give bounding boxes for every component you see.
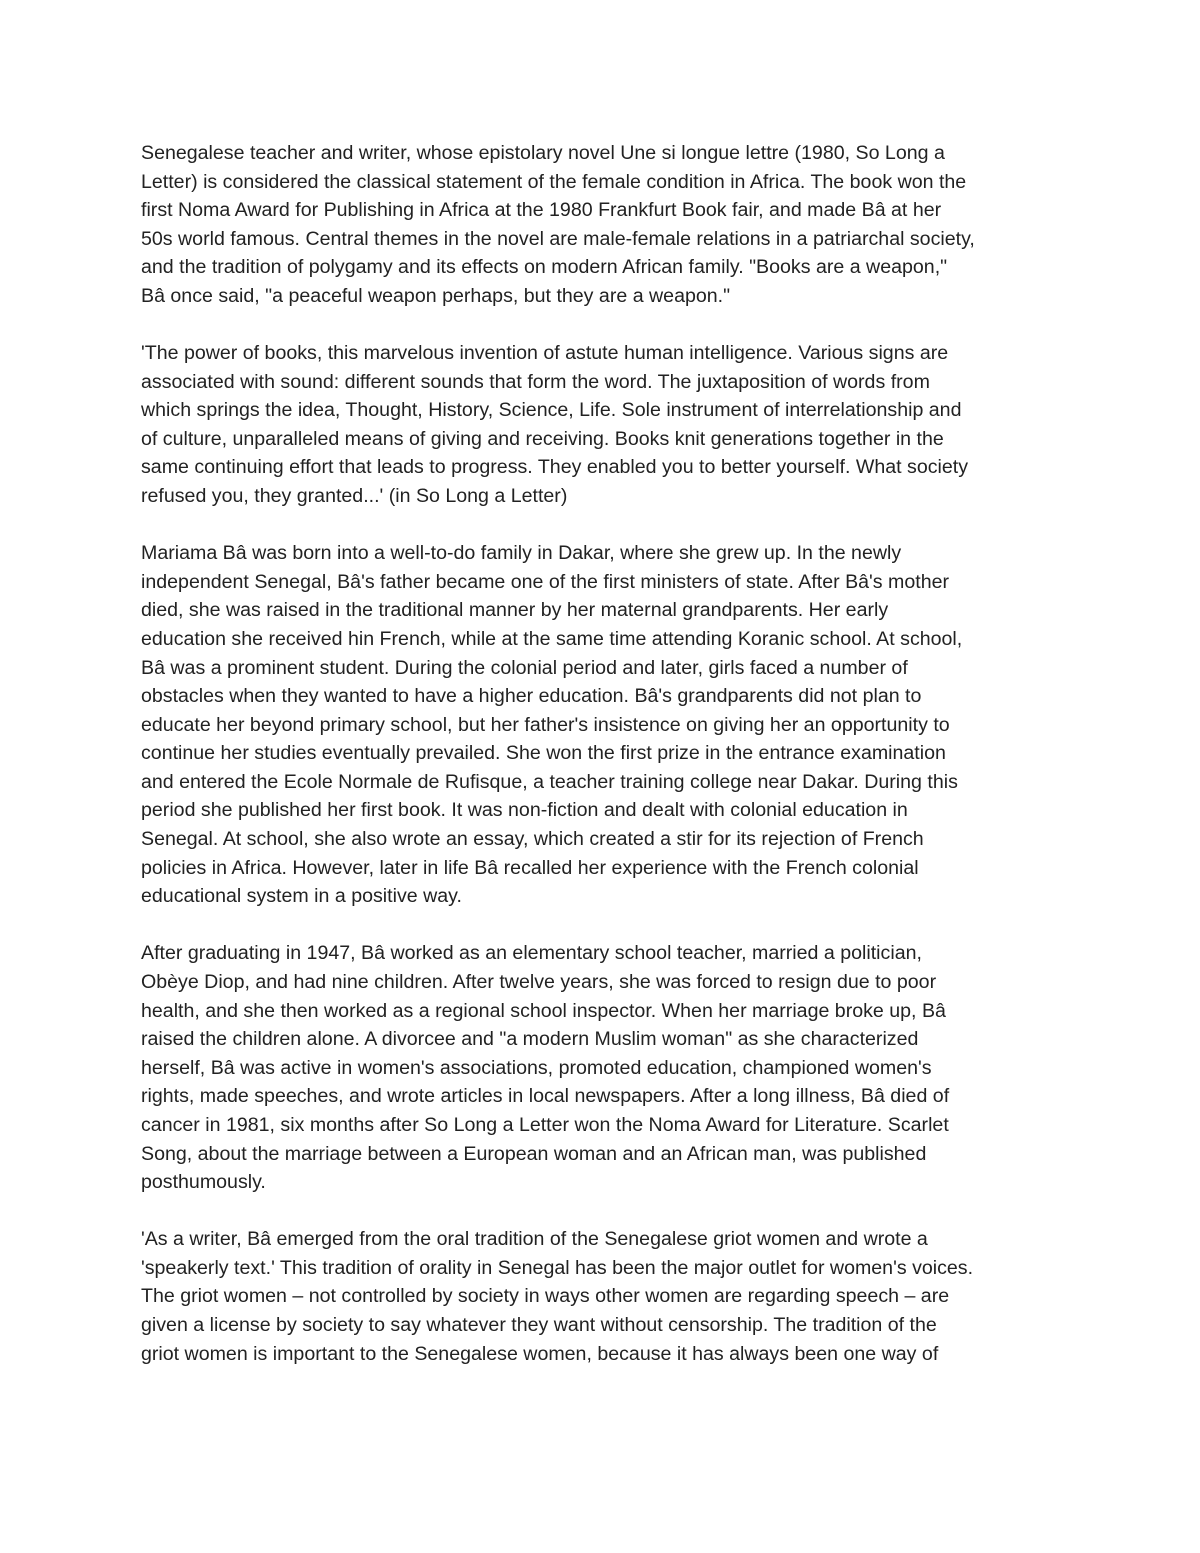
text-line: and the tradition of polygamy and its effects on modern African family. "Books are a weapon," xyxy=(141,256,948,279)
text-line: Bâ once said, "a peaceful weapon perhaps, but they are a weapon." xyxy=(141,284,731,307)
text-line: herself, Bâ was active in women's associations, promoted education, championed women's xyxy=(141,1056,932,1079)
text-line: After graduating in 1947, Bâ worked as an elementary school teacher, married a politician, xyxy=(141,942,922,965)
text-line: continue her studies eventually prevailed. She won the first prize in the entrance examination xyxy=(141,742,946,765)
text-line: posthumously. xyxy=(141,1171,266,1194)
paragraph xyxy=(141,139,1066,311)
text-line: 'The power of books, this marvelous invention of astute human intelligence. Various signs are xyxy=(141,342,949,365)
text-line: of culture, unparalleled means of giving and receiving. Books knit generations together in the xyxy=(141,427,944,450)
text-line: Obèye Diop, and had nine children. After twelve years, she was forced to resign due to poor xyxy=(141,970,937,993)
text-line: educate her beyond primary school, but her father's insistence on giving her an opportunity to xyxy=(141,713,950,736)
text-line: Letter) is considered the classical statement of the female condition in Africa. The book won the xyxy=(141,170,967,193)
paragraph xyxy=(141,1225,1066,1368)
text-line: 'As a writer, Bâ emerged from the oral tradition of the Senegalese griot women and wrote a xyxy=(141,1228,928,1251)
paragraph xyxy=(141,539,1066,911)
text-line: educational system in a positive way. xyxy=(141,885,462,908)
text-line: died, she was raised in the traditional manner by her maternal grandparents. Her early xyxy=(141,599,889,622)
text-line: raised the children alone. A divorcee and "a modern Muslim woman" as she characterized xyxy=(141,1028,919,1051)
text-line: and entered the Ecole Normale de Rufisque, a teacher training college near Dakar. During this xyxy=(141,770,958,793)
text-line: policies in Africa. However, later in life Bâ recalled her experience with the French colonial xyxy=(141,856,919,879)
paragraph xyxy=(141,339,1066,511)
text-line: refused you, they granted...' (in So Long a Letter) xyxy=(141,485,568,508)
text-line: given a license by society to say whatever they want without censorship. The tradition of the xyxy=(141,1313,937,1336)
text-line: 50s world famous. Central themes in the novel are male-female relations in a patriarchal society, xyxy=(141,227,975,250)
text-line: Senegalese teacher and writer, whose epistolary novel Une si longue lettre (1980, So Long a xyxy=(141,142,945,164)
text-line: independent Senegal, Bâ's father became one of the first ministers of state. After Bâ's mother xyxy=(141,570,950,593)
text-line: obstacles when they wanted to have a higher education. Bâ's grandparents did not plan to xyxy=(141,685,922,708)
text-line: The griot women – not controlled by society in ways other women are regarding speech – are xyxy=(141,1285,950,1308)
text-line: Senegal. At school, she also wrote an essay, which created a stir for its rejection of French xyxy=(141,828,924,851)
document-body xyxy=(141,139,1066,1397)
text-line: Bâ was a prominent student. During the colonial period and later, girls faced a number of xyxy=(141,656,908,679)
paragraph xyxy=(141,939,1066,1196)
text-line: Song, about the marriage between a European woman and an African man, was published xyxy=(141,1142,927,1165)
text-line: Mariama Bâ was born into a well-to-do family in Dakar, where she grew up. In the newly xyxy=(141,542,902,565)
text-line: rights, made speeches, and wrote articles in local newspapers. After a long illness, Bâ died of xyxy=(141,1085,950,1108)
text-line: which springs the idea, Thought, History, Science, Life. Sole instrument of interrelationship and xyxy=(141,399,962,422)
text-line: first Noma Award for Publishing in Africa at the 1980 Frankfurt Book fair, and made Bâ at her xyxy=(141,199,942,222)
text-line: period she published her first book. It was non-fiction and dealt with colonial education in xyxy=(141,799,908,822)
text-line: health, and she then worked as a regional school inspector. When her marriage broke up, Bâ xyxy=(141,999,946,1022)
text-line: 'speakerly text.' This tradition of orality in Senegal has been the major outlet for women's voices. xyxy=(141,1256,974,1279)
text-line: associated with sound: different sounds that form the word. The juxtaposition of words from xyxy=(141,370,930,393)
text-line: griot women is important to the Senegalese women, because it has always been one way of xyxy=(141,1342,939,1365)
text-line: education she received hin French, while at the same time attending Koranic school. At school, xyxy=(141,627,963,650)
text-line: same continuing effort that leads to progress. They enabled you to better yourself. What society xyxy=(141,456,969,479)
text-line: cancer in 1981, six months after So Long a Letter won the Noma Award for Literature. Scarlet xyxy=(141,1113,949,1136)
